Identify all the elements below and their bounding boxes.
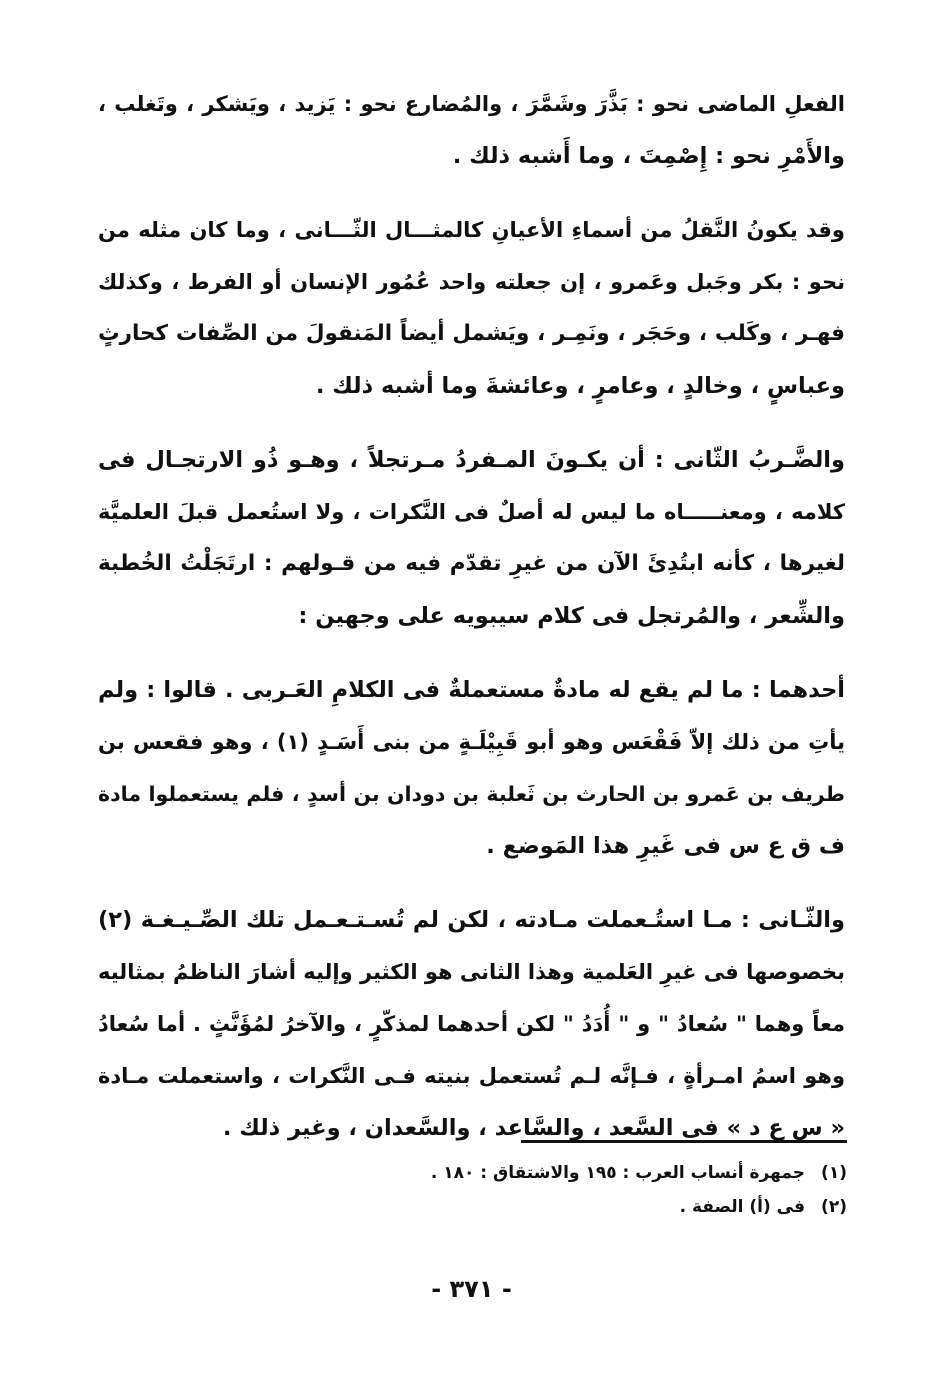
footnotes [347, 1156, 847, 1224]
text-line: لغيرها ، كأنه ابتُدِئَ الآن من غيرِ تقدّم فيه من قـولهم : ارتَجَلْتُ الخُطبة [98, 551, 845, 576]
text-line: كلامه ، ومعنـــــاه ما ليس له أصلٌ فى النَّكرات ، ولا استُعمل قبلَ العلميَّة [98, 500, 845, 524]
paragraph [98, 434, 845, 642]
footnote-separator [521, 1140, 847, 1143]
paragraph [98, 78, 845, 182]
text-line: طريف بن عَمرو بن الحارث بن ثَعلبة بن دودان بن أسدٍ ، فلم يستعملوا مادة [98, 782, 845, 806]
text-line: والشِّعر ، والمُرتجل فى كلام سيبويه على وجهين : [298, 603, 845, 629]
text-line: والأَمْرِ نحو : إِصْمِتَ ، وما أَشبه ذلك . [452, 143, 845, 169]
footnote [347, 1190, 847, 1224]
text-line: فهـر ، وكَلب ، وحَجَر ، ونَمِـر ، ويَشمل أيضاً المَنقولَ من الصِّفات كحارثٍ [98, 321, 845, 346]
text-line: والثّـانى : مـا استُـعملت مـادته ، لكن لم تُسـتـعـمل تلك الصِّـيـغـة (٢) [98, 907, 845, 933]
text-line: أحدهما : ما لم يقع له مادةٌ مستعملةٌ فى الكلامِ العَـربى . قالوا : ولم [98, 677, 845, 703]
text-line: وقد يكونُ النَّقلُ من أسماءِ الأعيانِ كالمثـــال الثّـــانى ، وما كان مثله من [98, 218, 845, 242]
text-line: وعباسٍ ، وخالدٍ ، وعامرٍ ، وعائشةَ وما أشبه ذلك . [315, 373, 845, 399]
text-line: وهو اسمُ امـرأةٍ ، فـإنَّه لـم تُستعمل بنيته فـى النَّكرات ، واستعملت مـادة [98, 1064, 845, 1088]
footnote-number: (٢) [821, 1197, 847, 1217]
body-text [98, 78, 845, 1176]
text-line: معاً وهما " سُعادُ " و " أُدَدُ " لكن أحدهما لمذكّرٍ ، والآخرُ لمُؤَنَّثٍ . أما سُعادُ [98, 1012, 845, 1036]
text-line: ف ق ع س فى غَيرِ هذا المَوضع . [486, 833, 845, 859]
text-line: والضَّـربُ الثّانى : أن يكـونَ المـفردُ مـرتجلاً ، وهـو ذُو الارتجـال فى [98, 447, 845, 473]
text-line: نحو : بكر وجَبل وعَمرو ، إن جعلته واحد عُمُور الإنسان أو الفرط ، وكذلك [98, 270, 845, 294]
footnote-number: (١) [821, 1163, 847, 1183]
text-line: « س ع د » فى السَّعد ، والسَّاعد ، والسَّعدان ، وغير ذلك . [222, 1115, 845, 1141]
text-line: يأتِ من ذلك إلاّ فَقْعَس وهو أبو قَبِيْلَـةٍ من بنى أَسَـدٍ (١) ، وهو فقعس بن [98, 730, 845, 754]
page-number: - ٣٧١ - [431, 1275, 512, 1303]
paragraph [98, 664, 845, 872]
paragraph [98, 204, 845, 412]
text-line: الفعلِ الماضى نحو : بَذَّرَ وشَمَّرَ ، والمُضارع نحو : يَزيد ، ويَشكر ، وتَغلب ، [98, 92, 845, 116]
footnote-text: جمهرة أنساب العرب : ١٩٥ والاشتقاق : ١٨٠ . [430, 1163, 805, 1183]
footnote [347, 1156, 847, 1190]
text-line: بخصوصها فى غيرِ العَلمية وهذا الثانى هو الكثير وإليه أشارَ الناظمُ بمثاليه [98, 960, 845, 984]
footnote-text: فى (أ) الصفة . [679, 1197, 805, 1217]
paragraph [98, 894, 845, 1154]
